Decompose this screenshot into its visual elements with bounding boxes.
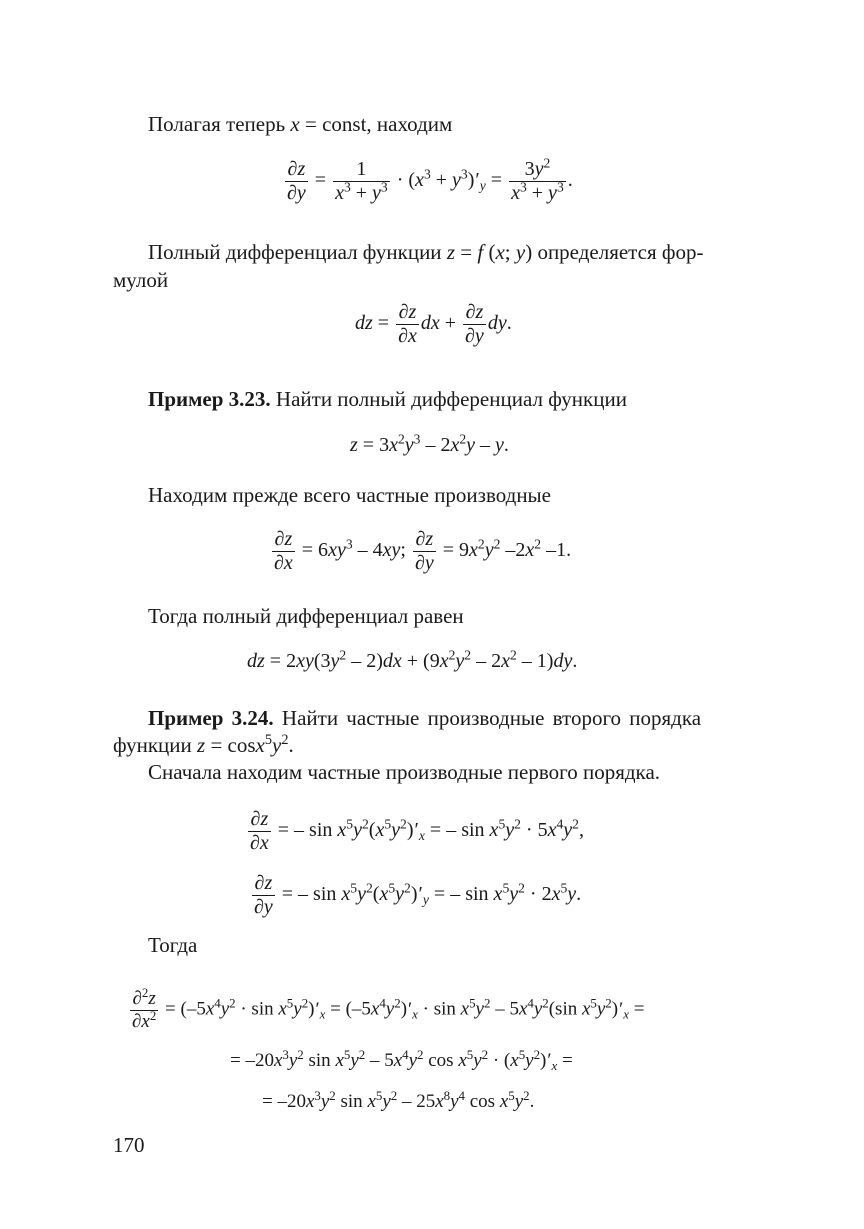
paragraph-2-text-b: определяется фор- — [537, 240, 704, 264]
page-number: 170 — [113, 1133, 145, 1157]
paragraph-2-text-a: Полный дифференциал функции — [148, 240, 442, 264]
equation-function-z: $z = 3x^2y^3 - 2x^2y - y$. — [350, 431, 509, 456]
paragraph-1: Полагая теперь x = const, находим — [148, 112, 453, 136]
example-3-23-text: Найти полный дифференциал функции — [275, 387, 627, 411]
paragraph-2: Полный дифференциал функции z = f (x; y) определяется фор- — [148, 240, 704, 264]
paragraph-1-text: Полагая теперь — [148, 112, 286, 136]
example-3-24-cont: функции $z = \cos x^5y^2$. — [113, 732, 294, 757]
example-3-24-text: Найти частные производные второго порядка — [281, 706, 702, 730]
equation-dz-dy-cos: $\frac{\partial z}{\partial y}$ = – $\sin x^5y^2(x^5y^2)'_y$ = – $\sin x^5y^2 \cdot 2x^5y$. — [254, 872, 582, 918]
paragraph-5: Сначала находим частные производные первого порядка. — [148, 760, 661, 784]
equation-total-differential: dz = $\frac{\partial z}{\partial x}$ dx + $\frac{\partial z}{\partial y}$ dy. — [355, 301, 512, 347]
example-3-24-label: Пример 3.24. — [148, 706, 274, 730]
equation-second-derivative-line-1: $\frac{\partial^2z}{\partial x^2}$ = $(-5x^4y^2 \cdot \sin x^5y^2)'_x = (-5x^4y^2)'_x \cdot \sin x^5y^2 - 5x^4y^2(\sin$ $x^5y^2)'_x$ = — [132, 984, 645, 1032]
equation-dz-dy: $\frac{\partial z}{\partial y}$ = $\frac{1}{x^3 + y^3}$ · $(x^3 + y^3)'_y$ = $\frac{3y^2}{x^3 + y^3}$ . — [287, 155, 573, 204]
equation-dz-result: dz = $2xy(3y^2 - 2)dx + (9x^2y^2 - 2x^2 - 1)dy$. — [247, 647, 578, 672]
paragraph-6: Тогда — [148, 933, 198, 957]
equation-second-derivative-line-2: = $-20x^3y^2$ $\sin x^5y^2 - 5x^4y^2$ $\cos x^5y^2 \cdot (x^5y^2)'_x$ = — [230, 1046, 573, 1073]
example-3-23-label: Пример 3.23. — [148, 387, 271, 411]
equation-dz-dx-cos: $\frac{\partial z}{\partial x}$ = – $\sin x^5y^2(x^5y^2)'_x$ = – $\sin x^5y^2 \cdot 5x^4y^2$, — [250, 808, 584, 854]
paragraph-3: Находим прежде всего частные производные — [148, 483, 551, 507]
paragraph-4: Тогда полный дифференциал равен — [148, 604, 464, 628]
equation-second-derivative-line-3: = $-20x^3y^2$ $\sin x^5y^2 - 25x^8y^4$ $\cos x^5y^2$. — [262, 1087, 535, 1112]
paragraph-1-const: = const, находим — [305, 112, 453, 136]
equation-partials: $\frac{\partial z}{\partial x}$ = $6xy^3 - 4xy$; $\frac{\partial z}{\partial y}$ = $9x^2y^2$ $-2x^2$ –1. — [274, 528, 572, 574]
paragraph-2-cont: мулой — [113, 268, 169, 292]
example-3-24-heading — [148, 706, 701, 731]
example-3-23-heading — [148, 387, 627, 412]
example-3-24-text-2: функции — [113, 733, 192, 757]
